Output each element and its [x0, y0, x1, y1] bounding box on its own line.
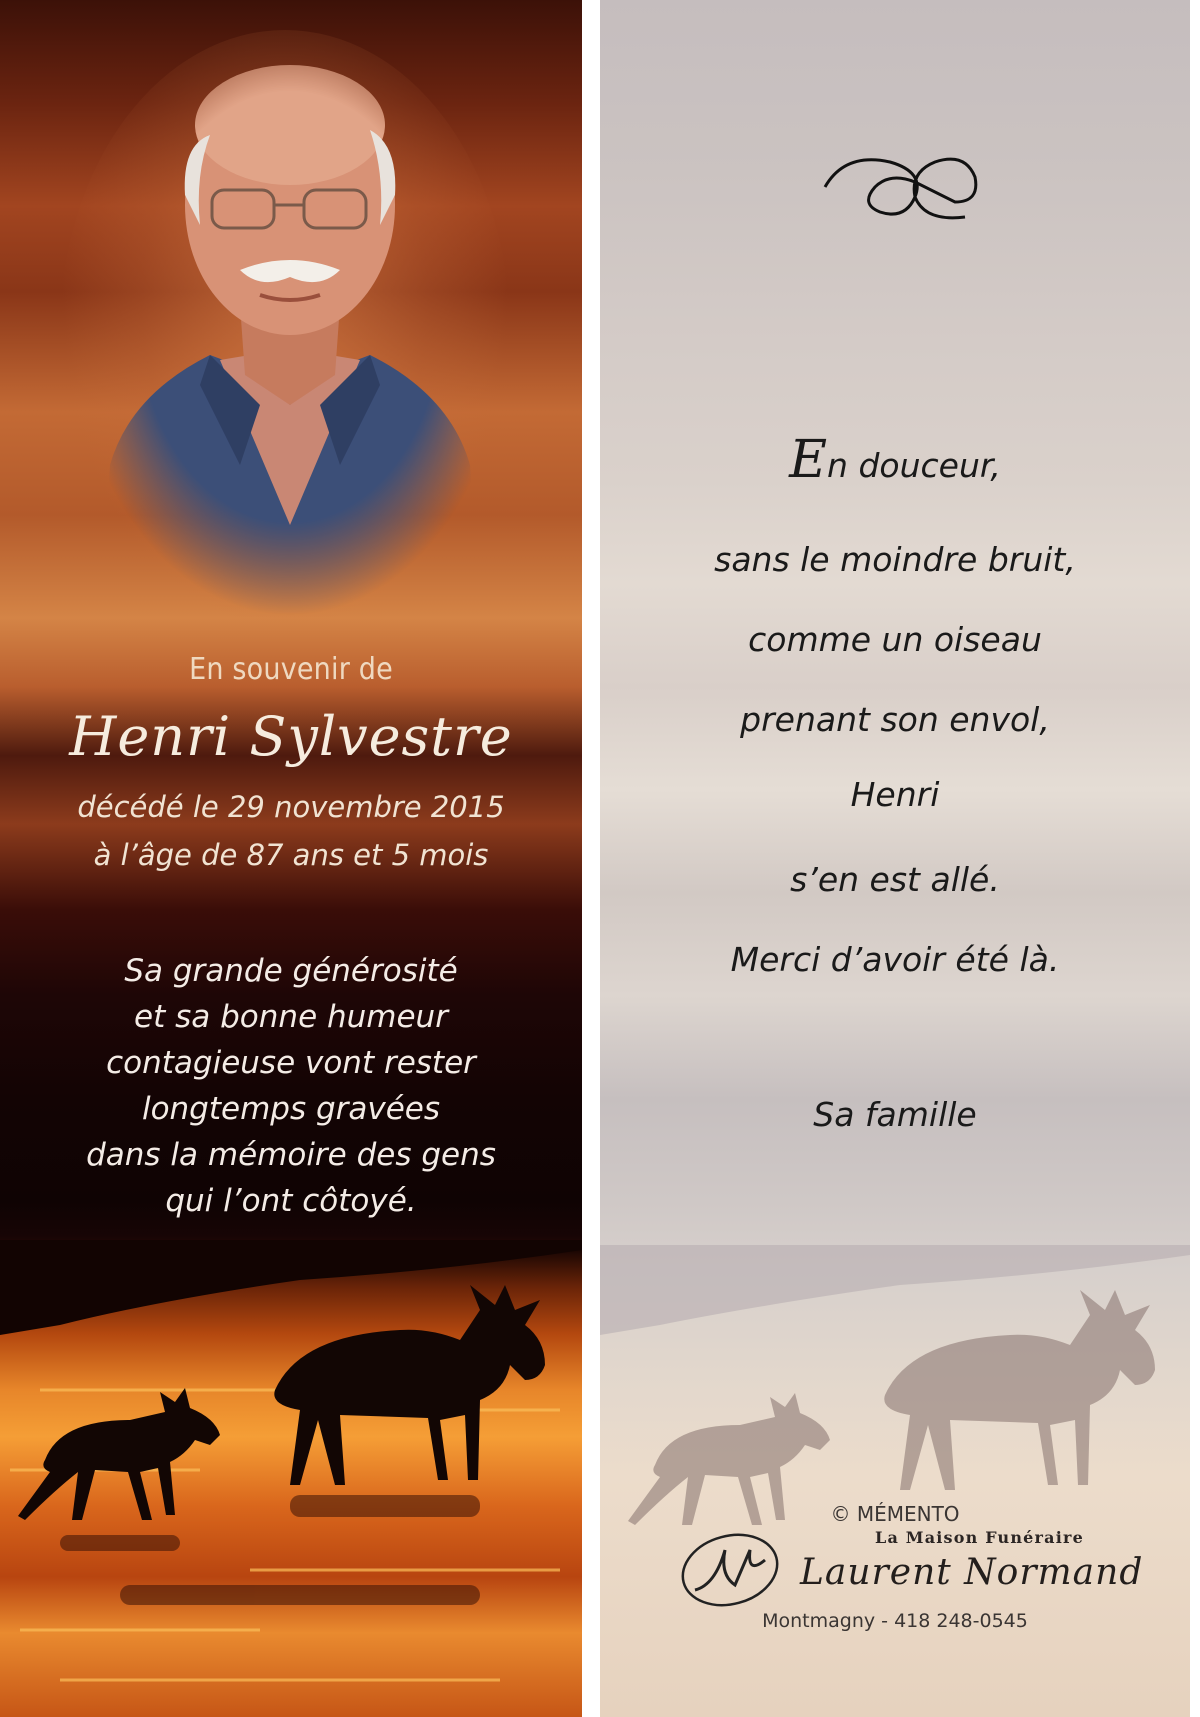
family-signature: Sa famille: [813, 1095, 977, 1134]
deceased-name: Henri Sylvestre: [69, 705, 513, 768]
moose-silhouette-icon: [600, 1245, 1190, 1717]
death-date: décédé le 29 novembre 2015: [77, 790, 505, 824]
funeral-home-label: La Maison Funéraire: [875, 1528, 1085, 1547]
tribute-line: Sa grande générosité: [124, 953, 458, 989]
memorial-card-back: [600, 0, 1190, 1717]
funeral-home-name: Laurent Normand: [800, 1552, 1144, 1593]
tribute-line: qui l’ont côtoyé.: [165, 1183, 417, 1219]
memory-label: En souvenir de: [189, 652, 393, 687]
tribute-line: longtemps gravées: [141, 1091, 441, 1127]
poem-line: s’en est allé.: [790, 860, 1000, 899]
swirl-ornament-icon: [815, 142, 985, 232]
memorial-card-front: [0, 0, 582, 1717]
poem-line: Merci d’avoir été là.: [730, 940, 1060, 979]
age-at-death: à l’âge de 87 ans et 5 mois: [93, 838, 489, 872]
tribute-line: et sa bonne humeur: [134, 999, 448, 1035]
ln-monogram-logo: [675, 1530, 785, 1610]
poem-line: Henri: [850, 775, 940, 814]
portrait-photo: [90, 55, 490, 615]
poem-text: n douceur,: [827, 446, 1001, 485]
poem-line: comme un oiseau: [748, 620, 1042, 659]
poem-line: prenant son envol,: [740, 700, 1050, 739]
poem-line: sans le moindre bruit,: [714, 540, 1076, 579]
tribute-line: contagieuse vont rester: [106, 1045, 476, 1081]
funeral-home-contact: Montmagny - 418 248-0545: [762, 1610, 1028, 1632]
moose-silhouette-icon: [0, 1240, 582, 1717]
poem-line: [600, 430, 1190, 490]
tribute-text: [0, 948, 582, 1224]
memento-credit: © MÉMENTO: [830, 1502, 960, 1526]
poem-drop-capital: E: [789, 430, 828, 490]
tribute-line: dans la mémoire des gens: [86, 1137, 496, 1173]
